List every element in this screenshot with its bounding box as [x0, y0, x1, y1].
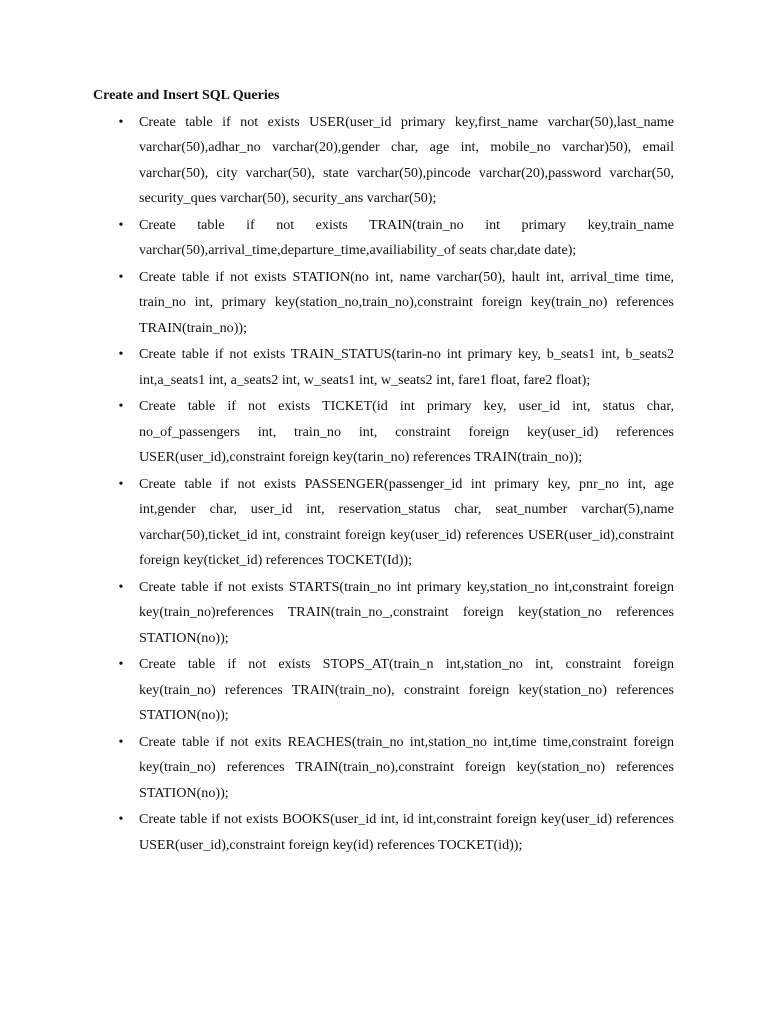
bullet-icon: • — [118, 347, 124, 363]
sql-query-text: Create table if not exists BOOKS(user_id int, id int,constraint foreign key(user_id) references USER(user_id),constraint foreign key(id) references TOCKET(id)); — [139, 811, 674, 853]
list-item-train-table — [0, 213, 768, 264]
sql-query-text: Create table if not exits REACHES(train_no int,station_no int,time time,constraint foreign key(train_no) references TRAIN(train_no),constraint foreign key(station_no) references STATION(no)); — [139, 733, 674, 801]
list-item-starts-table — [0, 575, 768, 651]
sql-query-text: Create table if not exists TRAIN(train_no int primary key,train_name varchar(50),arrival_time,departure_time,availiability_of seats char,date date); — [139, 216, 674, 259]
bullet-icon: • — [118, 476, 124, 492]
list-item-passenger-table — [0, 472, 768, 574]
list-item-reaches-table — [0, 730, 768, 806]
list-item-ticket-table — [0, 394, 768, 470]
sql-query-text: Create table if not exists TRAIN_STATUS(tarin-no int primary key, b_seats1 int, b_seats2 int,a_seats1 int, a_seats2 int, w_seats1 int, w_seats2 int, fare1 float, fare2 float); — [139, 346, 674, 388]
sql-query-text: Create table if not exists PASSENGER(passenger_id int primary key, pnr_no int, age int,gender char, user_id int, reservation_status char, seat_number varchar(5),name varchar(50),ticket_id int, constraint foreign key(user_id) references USER(user_id),constraint foreign key(ticket_id) references TOCKET(Id)); — [139, 475, 674, 569]
sql-query-text: Create table if not exists USER(user_id primary key,first_name varchar(50),last_name varchar(50),adhar_no varchar(20),gender char, age int, mobile_no varchar)50), email varchar(50), city varchar(50), state varchar(50),pincode varchar(20),password varchar(50, security_ques varchar(50), security_ans varchar(50); — [139, 114, 674, 207]
list-item-train-status-table — [0, 342, 768, 393]
sql-query-list — [0, 110, 768, 859]
sql-query-text: Create table if not exists STARTS(train_no int primary key,station_no int,constraint foreign key(train_no)references TRAIN(train_no_,constraint foreign key(station_no references STATION(no)); — [139, 578, 674, 646]
bullet-icon: • — [118, 269, 124, 285]
list-item-stops-at-table — [0, 652, 768, 728]
sql-query-text: Create table if not exists STATION(no int, name varchar(50), hault int, arrival_time time, train_no int, primary key(station_no,train_no),constraint foreign key(train_no) references TRAIN(train_no)); — [139, 268, 674, 336]
bullet-icon: • — [118, 115, 124, 130]
list-item-user-table — [0, 110, 768, 212]
bullet-icon: • — [118, 812, 124, 828]
bullet-icon: • — [118, 217, 124, 233]
bullet-icon: • — [118, 734, 124, 750]
bullet-icon: • — [118, 657, 124, 673]
sql-query-text: Create table if not exists STOPS_AT(train_n int,station_no int, constraint foreign key(train_no) references TRAIN(train_no), constraint foreign key(station_no) references STATION(no)); — [139, 656, 674, 724]
list-item-station-table — [0, 265, 768, 341]
bullet-icon: • — [118, 579, 124, 595]
document-heading: Create and Insert SQL Queries — [93, 88, 280, 103]
list-item-books-table — [0, 807, 768, 858]
sql-query-text: Create table if not exists TICKET(id int primary key, user_id int, status char, no_of_passengers int, train_no int, constraint foreign key(user_id) references USER(user_id),constraint foreign key(tarin_no) references TRAIN(train_no)); — [139, 398, 674, 466]
bullet-icon: • — [118, 399, 124, 415]
